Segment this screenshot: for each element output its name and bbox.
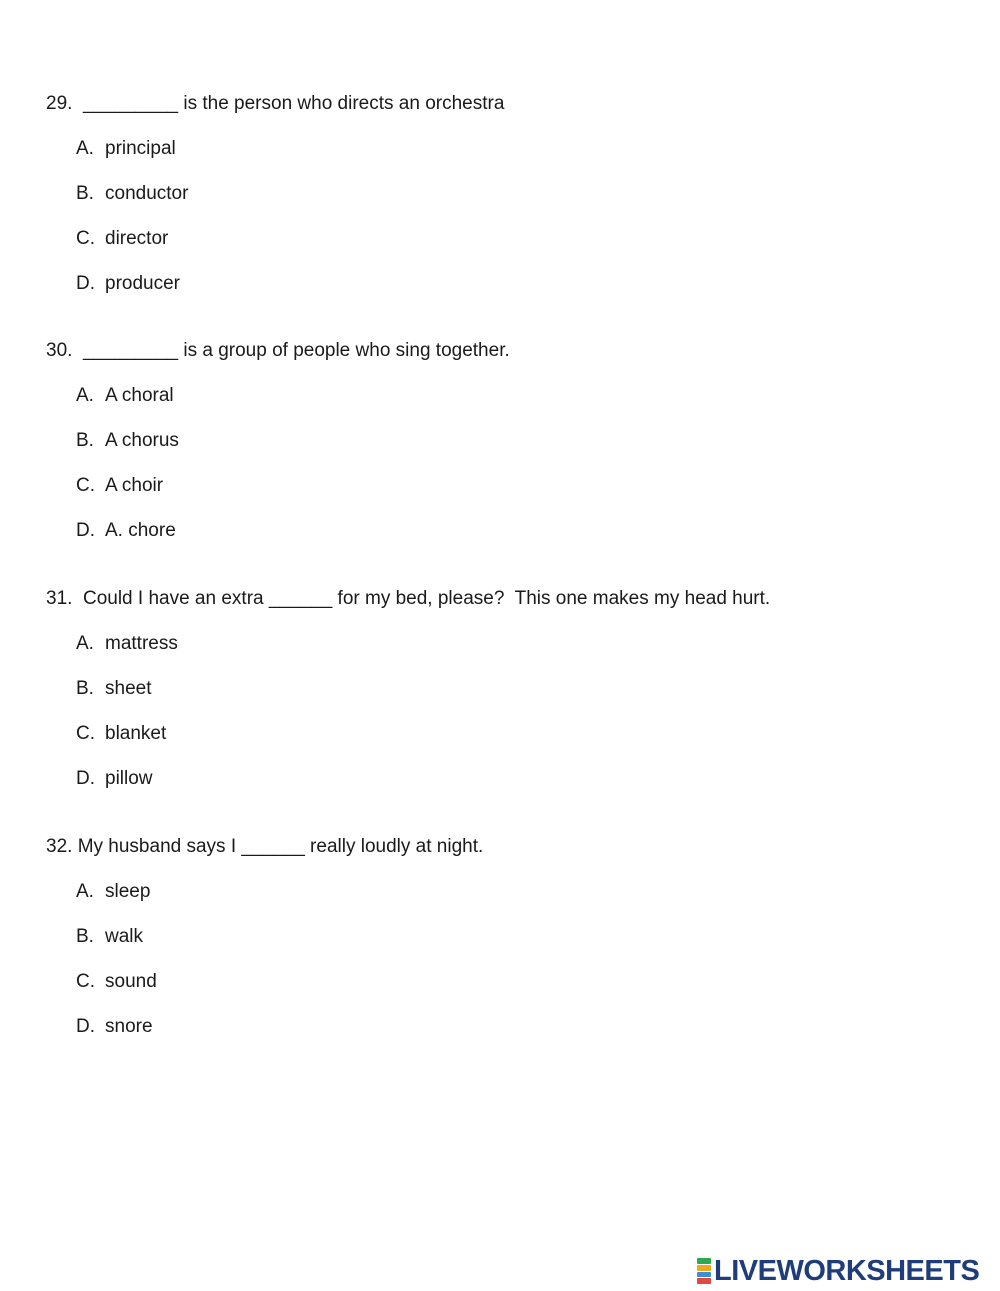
option-d[interactable] [76,1016,153,1038]
option-letter: B. [76,678,94,699]
option-text: blanket [105,723,167,744]
question-32 [46,836,946,1037]
option-text: snore [105,1016,153,1037]
option-a[interactable] [76,385,174,407]
option-letter: A. [76,633,94,654]
option-letter: A. [76,881,94,902]
brand-wordmark: LIVEWORKSHEETS [714,1254,980,1287]
option-text: producer [105,273,180,294]
option-a[interactable] [76,633,178,655]
option-b[interactable] [76,926,143,948]
option-text: walk [105,926,144,947]
option-a[interactable] [76,881,150,903]
option-letter: C. [76,723,95,744]
option-letter: D. [76,273,95,294]
option-b[interactable] [76,678,151,700]
option-letter: D. [76,768,95,789]
question-31 [46,588,946,789]
option-text: conductor [105,183,189,204]
question-text: 29. _________ is the person who directs an orchestra [46,93,505,114]
option-letter: C. [76,971,95,992]
option-text: A. chore [105,520,176,541]
option-d[interactable] [76,768,153,790]
option-b[interactable] [76,430,179,452]
option-text: sheet [105,678,152,699]
option-b[interactable] [76,183,188,205]
option-text: A chorus [105,430,179,451]
option-c[interactable] [76,475,163,497]
option-c[interactable] [76,723,166,745]
question-text: 31. Could I have an extra ______ for my bed, please? This one makes my head hurt. [46,588,771,609]
option-text: pillow [105,768,153,789]
option-letter: C. [76,475,95,496]
option-text: director [105,228,169,249]
option-d[interactable] [76,273,180,295]
option-letter: B. [76,183,94,204]
question-text: 32. My husband says I ______ really loudly at night. [46,836,484,857]
question-text: 30. _________ is a group of people who sing together. [46,340,510,361]
logo-mark-icon [697,1258,711,1284]
question-30 [46,340,946,541]
option-c[interactable] [76,971,157,993]
option-letter: B. [76,926,94,947]
option-letter: C. [76,228,95,249]
option-text: sound [105,971,157,992]
option-text: mattress [105,633,178,654]
option-text: A choral [105,385,174,406]
option-text: A choir [105,475,164,496]
option-letter: D. [76,520,95,541]
option-letter: A. [76,138,94,159]
option-text: principal [105,138,176,159]
option-c[interactable] [76,228,168,250]
liveworksheets-logo [697,1256,979,1286]
question-29 [46,93,946,294]
option-letter: D. [76,1016,95,1037]
option-text: sleep [105,881,151,902]
option-letter: A. [76,385,94,406]
option-d[interactable] [76,520,176,542]
option-a[interactable] [76,138,176,160]
option-letter: B. [76,430,94,451]
